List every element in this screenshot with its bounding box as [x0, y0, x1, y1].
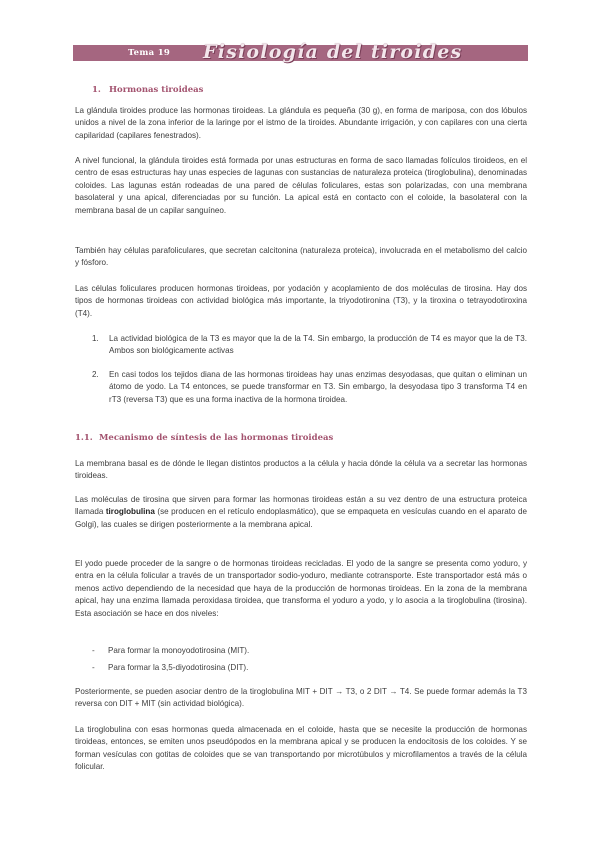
paragraph: Las células foliculares producen hormonas tiroideas, por yodación y acoplamiento de dos moléculas de tirosina. Hay dos tipos de hormonas tiroideas con actividad biológica más importante, la triyodotironina (T3), y la tiroxina o tetrayodotiroxina (T4).: [75, 284, 527, 318]
list-text: En casi todos los tejidos diana de las hormonas tiroideas hay unas enzimas desyodasas, que quitan o eliminan un átomo de yodo. La T4 entonces, se puede transformar en T3. Sin embargo, la desyodasa tipo 3 transforma T4 en rT3 (reversa T3) que es una forma inactiva de la hormona tiroidea.: [109, 370, 527, 404]
paragraph: También hay células parafoliculares, que secretan calcitonina (naturaleza proteica), involucrada en el metabolismo del calcio y fósforo.: [75, 246, 527, 268]
section-number: 1.1.: [75, 433, 93, 443]
list-text: La actividad biológica de la T3 es mayor que la de la T4. Sin embargo, la producción de T4 es mayor que la de T3. Ambos son biológicamente activas: [109, 334, 527, 356]
paragraph-text: Las moléculas de tirosina que sirven para formar las hormonas tiroideas están a su vez dentro de una estructura proteica llamada: [75, 495, 527, 517]
bold-term: tiroglobulina: [105, 507, 155, 517]
bullet-dash: -: [92, 646, 95, 655]
paragraph: El yodo puede proceder de la sangre o de hormonas tiroideas recicladas. El yodo de la sangre se presenta como yoduro, y entra en la célula folicular a través de un transportador sodio-yoduro, mediante cotransporte. Este transportador está más o menos activo dependiendo de la necesidad que haya de la producción de hormonas tiroideas. En la zona de la membrana apical, hay una enzima llamada peroxidasa tiroidea, que transforma el yoduro a yodo, y lo asocia a la tiroglobulina (tirosina). Esta asociación se hace en dos niveles:: [75, 559, 527, 618]
list-number: 2.: [92, 370, 99, 379]
header-tema-label: Tema 19: [128, 48, 171, 58]
paragraph: [75, 494, 527, 531]
bullet-item: [92, 645, 249, 657]
numbered-list-item: [92, 333, 527, 358]
section-number: 1.: [92, 85, 101, 95]
paragraph: A nivel funcional, la glándula tiroides está formada por unas estructuras en forma de saco llamadas folículos tiroideos, en el centro de esas estructuras hay unas especies de lagunas con sustancias de naturaleza proteica (tiroglobulina), denominadas coloides. Las lagunas están rodeadas de una pared de células foliculares, estas son polarizadas, con una membrana basolateral y una apical, diferenciadas por su función. La apical está en contacto con el coloide, la basolateral con la membrana basal de un capilar sanguíneo.: [75, 156, 527, 215]
section-heading-1-1: [75, 433, 333, 443]
section-title: Mecanismo de síntesis de las hormonas tiroideas: [99, 433, 334, 443]
section-heading-1: [92, 85, 203, 95]
header-title: Fisiología del tiroides: [203, 41, 463, 63]
numbered-list-item: [92, 369, 527, 406]
paragraph-text: (se producen en el retículo endoplasmático), que se empaqueta en vesículas cuando en el aparato de Golgi), las cuales se dirigen posteriormente a la membrana apical.: [75, 507, 528, 529]
section-title: Hormonas tiroideas: [109, 85, 204, 95]
paragraph: La tiroglobulina con esas hormonas queda almacenada en el coloide, hasta que se necesite la producción de hormonas tiroideas, entonces, se emiten unos pseudópodos en la membrana apical y se producen la endocitosis de los coloides. Y se forman vesículas con gotitas de coloides que se van transportando por microtúbulos y microfilamentos a través de la célula folicular.: [75, 725, 527, 772]
paragraph: La membrana basal es de dónde le llegan distintos productos a la célula y hacia dónde la célula va a secretar las hormonas tiroideas.: [75, 459, 527, 481]
bullet-text: Para formar la monoyodotirosina (MIT).: [108, 646, 250, 655]
paragraph: La glándula tiroides produce las hormonas tiroideas. La glándula es pequeña (30 g), en forma de mariposa, con dos lóbulos unidos a nivel de la zona inferior de la laringe por el istmo de la tiroides. Abundante irrigación, y con capilares con una cierta capilaridad (capilares fenestrados).: [75, 106, 527, 140]
bullet-text: Para formar la 3,5-diyodotirosina (DIT).: [108, 663, 249, 672]
bullet-item: [92, 662, 248, 674]
list-number: 1.: [92, 334, 99, 343]
bullet-dash: -: [92, 663, 95, 672]
paragraph: Posteriormente, se pueden asociar dentro de la tiroglobulina MIT + DIT → T3, o 2 DIT → T4. Se puede formar además la T3 reversa con DIT + MIT (sin actividad biológica).: [75, 687, 527, 709]
